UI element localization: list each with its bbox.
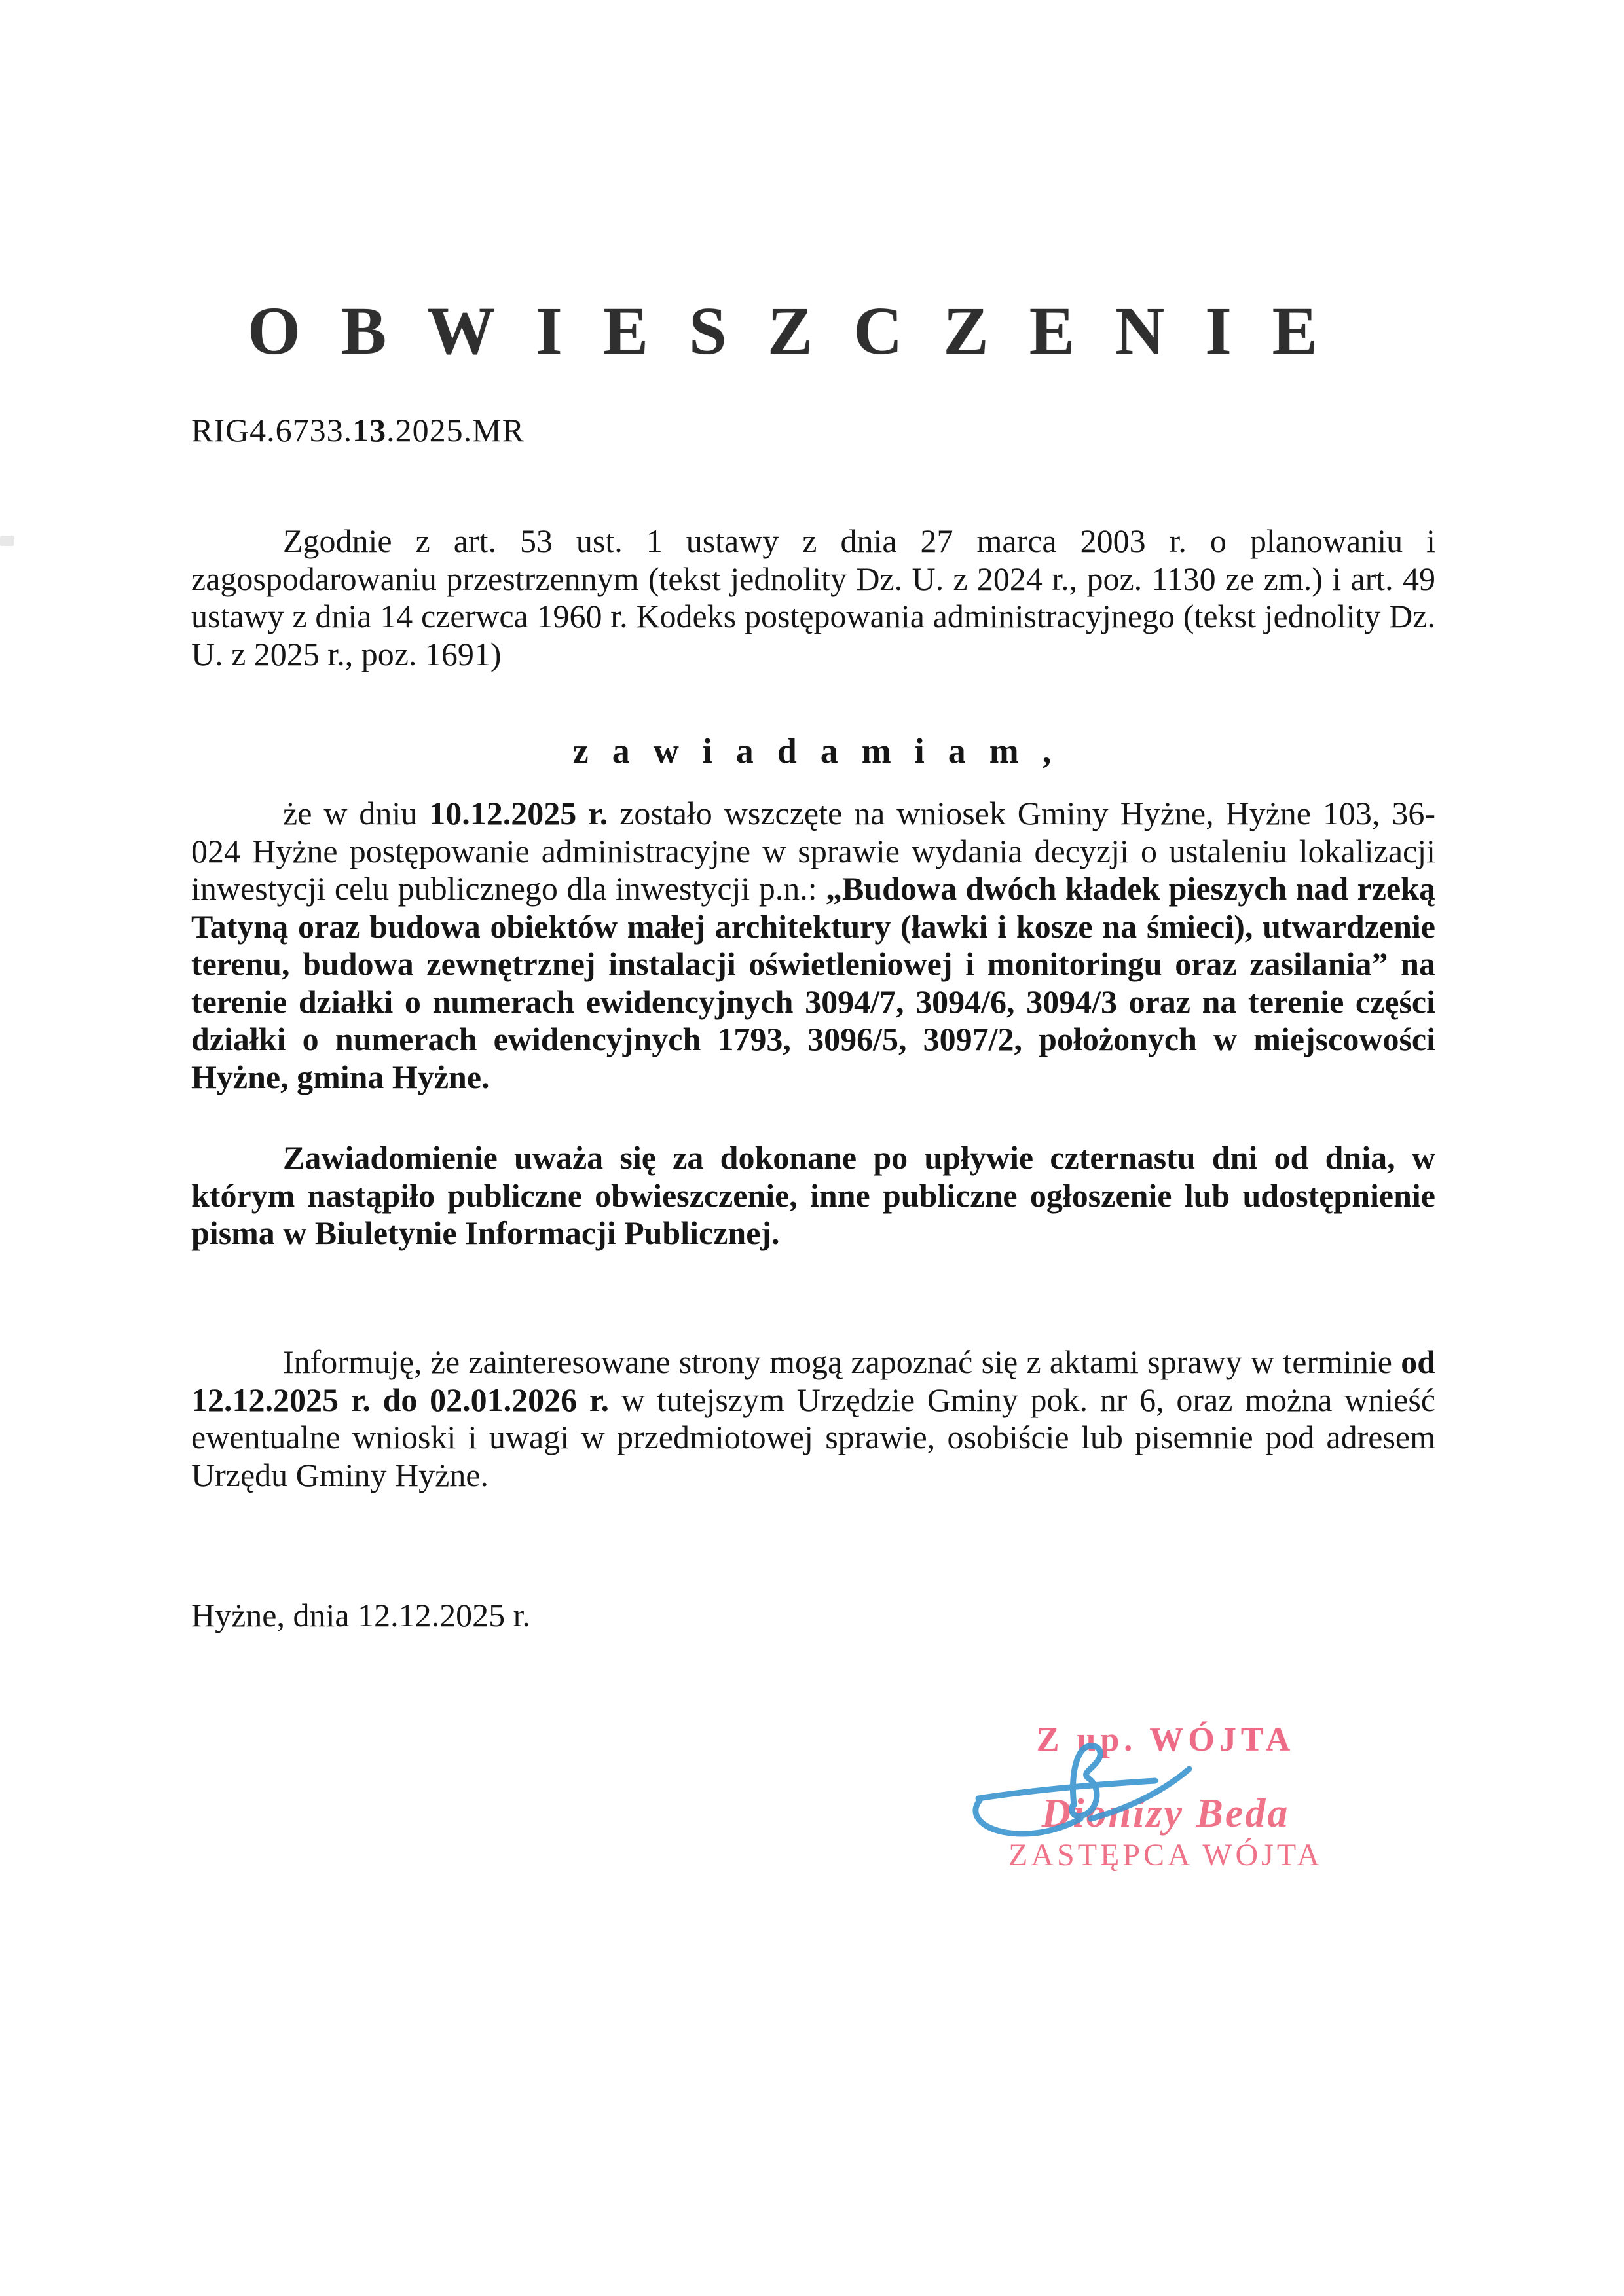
signature-scribble xyxy=(961,1736,1210,1854)
date-line: Hyżne, dnia 12.12.2025 r. xyxy=(191,1597,530,1633)
inspection-paragraph: Informuję, że zainteresowane strony mogą zapoznać się z aktami sprawy w terminie od 12.12.2025 r. do 02.01.2026 r. w tutejszym Urzędzie Gminy pok. nr 6, oraz można wnieść ewentualne wnioski i uwagi w przedmiotowej sprawie, osobiście lub pisemnie pod adresem Urzędu Gminy Hyżne. xyxy=(191,1343,1435,1493)
signatory-title: ZASTĘPCA WÓJTA xyxy=(1008,1838,1323,1872)
scan-artifact xyxy=(0,536,14,546)
signature-authority: Z up. WÓJTA xyxy=(1036,1721,1295,1758)
reference-number: RIG4.6733.13.2025.MR xyxy=(191,412,525,448)
intro-paragraph: Zgodnie z art. 53 ust. 1 ustawy z dnia 27 marca 2003 r. o planowaniu i zagospodarowaniu przestrzennym (tekst jednolity Dz. U. z 2024 r., poz. 1130 ze zm.) i art. 49 ustawy z dnia 14 czerwca 1960 r. Kodeks postępowania administracyjnego (tekst jednolity Dz. U. z 2025 r., poz. 1691) xyxy=(191,522,1435,672)
document-title: OBWIESZCZENIE xyxy=(247,293,1359,369)
signatory-name: Dionizy Beda xyxy=(1041,1791,1290,1836)
delivery-paragraph: Zawiadomienie uważa się za dokonane po upływie czternastu dni od dnia, w którym nastąpiło publiczne obwieszczenie, inne publiczne ogłoszenie lub udostępnienie pisma w Biuletynie Informacji Publicznej. xyxy=(191,1139,1435,1251)
case-paragraph: że w dniu 10.12.2025 r. zostało wszczęte na wniosek Gminy Hyżne, Hyżne 103, 36-024 Hyżne postępowanie administracyjne w sprawie wydania decyzji o ustaleniu lokalizacji inwestycji celu publicznego dla inwestycji p.n.: „Budowa dwóch kładek pieszych nad rzeką Tatyną oraz budowa obiektów małej architektury (ławki i kosze na śmieci), utwardzenie terenu, budowa zewnętrznej instalacji oświetleniowej i monitoringu oraz zasilania” na terenie działki o numerach ewidencyjnych 3094/7, 3094/6, 3094/3 oraz na terenie części działki o numerach ewidencyjnych 1793, 3096/5, 3097/2, położonych w miejscowości Hyżne, gmina Hyżne. xyxy=(191,795,1436,1095)
notice-heading: zawiadamiam, xyxy=(572,731,1075,771)
